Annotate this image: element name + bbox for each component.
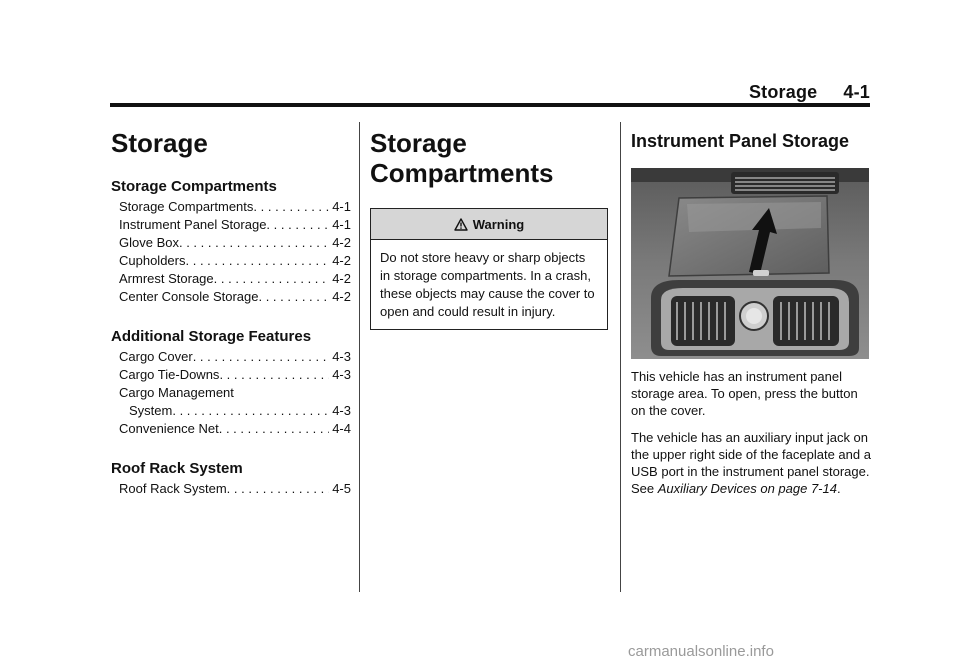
section-title: Instrument Panel Storage	[631, 131, 850, 151]
header-page-number: 4-1	[843, 82, 870, 102]
section-title	[370, 128, 610, 188]
warning-box	[370, 208, 608, 330]
running-header	[110, 82, 870, 103]
warning-label: Warning	[472, 216, 525, 232]
toc-heading[interactable]: Additional Storage Features	[111, 328, 312, 345]
toc-heading[interactable]: Roof Rack System	[111, 460, 243, 477]
header-rule	[110, 103, 870, 107]
toc-entry[interactable]: Convenience Net . . . 4-4	[119, 420, 351, 438]
toc-entry[interactable]: Cargo Tie-Downs . . . 4-3	[119, 366, 351, 384]
toc-column	[111, 122, 351, 498]
instrument-panel-storage-photo	[631, 168, 869, 359]
paragraph: This vehicle has an instrument panel storage area. To open, press the button on the cover.	[631, 369, 858, 418]
toc-entry[interactable]: Storage Compartments . . . 4-1	[119, 198, 351, 216]
toc-heading[interactable]: Storage Compartments	[111, 178, 277, 195]
toc-list	[111, 198, 351, 306]
warning-triangle-icon	[454, 218, 468, 231]
section-title-line: Compartments	[370, 158, 554, 188]
chapter-title: Storage	[111, 128, 208, 158]
paragraph: The vehicle has an auxiliary input jack on the upper right side of the faceplate and a USB port in the instrument panel storage. See Auxiliary Devices on page 7-14.	[631, 430, 871, 496]
section-title-line: Storage	[370, 128, 467, 158]
storage-compartments-column	[370, 122, 610, 330]
toc-entry[interactable]: Center Console Storage . . . 4-2	[119, 288, 351, 306]
toc-entry[interactable]: Armrest Storage . . . 4-2	[119, 270, 351, 288]
toc-entry[interactable]: Roof Rack System . . . 4-5	[119, 480, 351, 498]
header-section: Storage	[748, 82, 818, 102]
warning-text: Do not store heavy or sharp objects in storage compartments. In a crash, these objects may cause the cover to open and could result in injury.	[380, 250, 595, 319]
watermark: carmanualsonline.info	[628, 643, 774, 660]
column-divider	[359, 122, 360, 592]
toc-list	[111, 348, 351, 438]
toc-entry-wrap-line[interactable]: Cargo Management	[119, 385, 234, 400]
instrument-panel-column	[631, 122, 871, 497]
toc-entry[interactable]: Cupholders . . . 4-2	[119, 252, 351, 270]
toc-entry[interactable]: Glove Box . . . 4-2	[119, 234, 351, 252]
toc-entry[interactable]: Cargo Cover . . . 4-3	[119, 348, 351, 366]
cross-reference-link[interactable]: Auxiliary Devices on page 7-14	[657, 481, 837, 496]
toc-entry[interactable]: System . . . 4-3	[119, 402, 351, 420]
column-divider	[620, 122, 621, 592]
warning-header	[371, 209, 607, 240]
toc-entry[interactable]: Instrument Panel Storage . . . 4-1	[119, 216, 351, 234]
toc-list	[111, 480, 351, 498]
